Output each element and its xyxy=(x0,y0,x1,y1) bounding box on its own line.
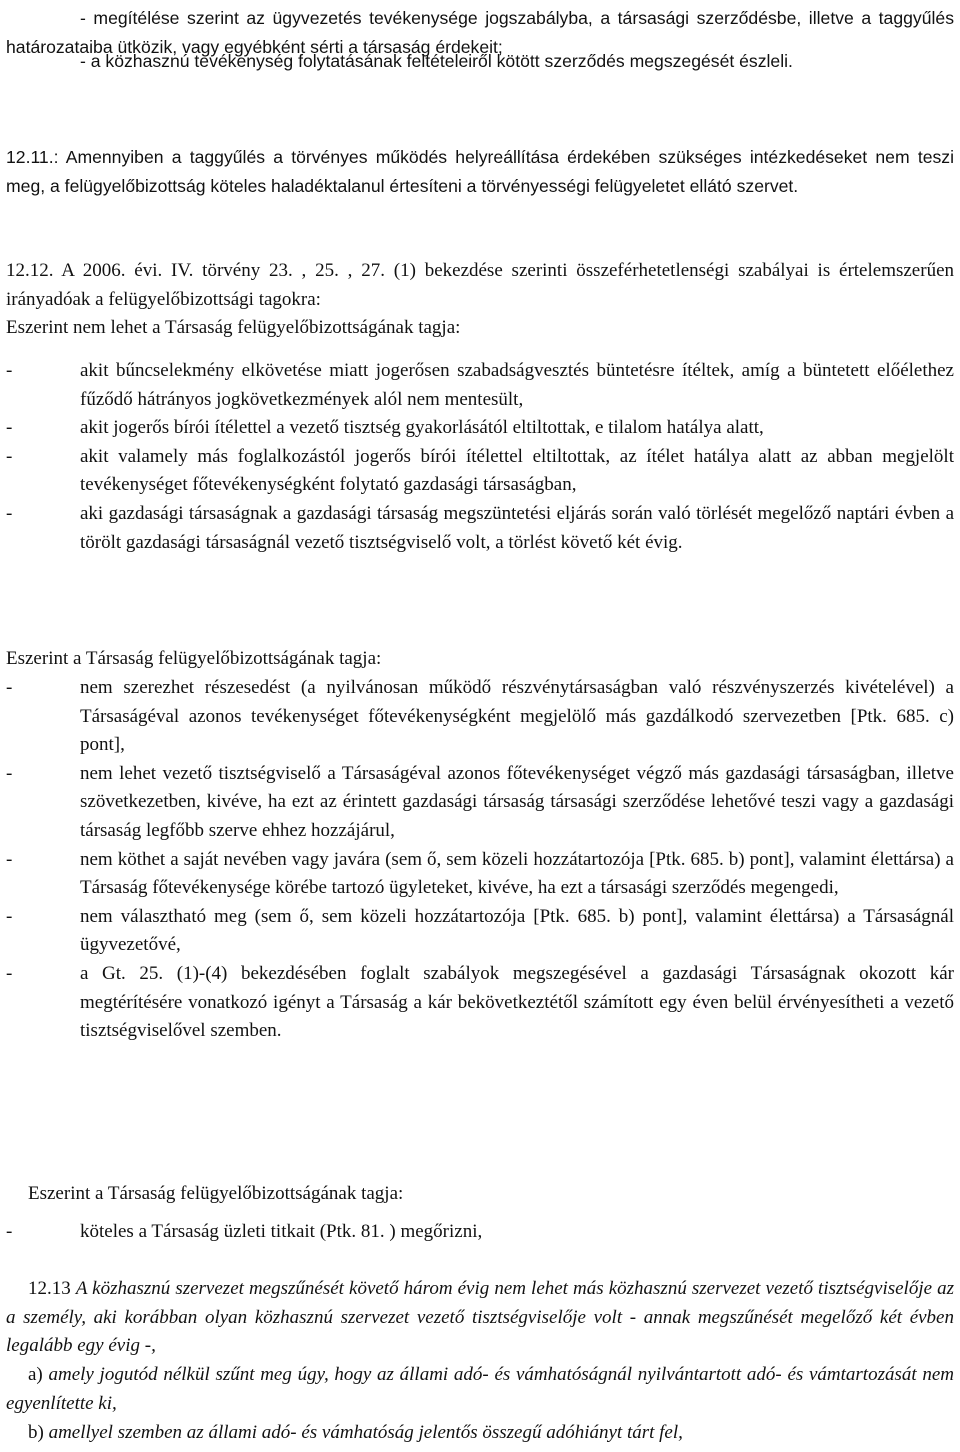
list-item: - köteles a Társaság üzleti titkait (Ptk. 81. ) megőrizni, xyxy=(6,1221,483,1242)
list-item: - aki gazdasági társaságnak a gazdasági társaság megszüntetési eljárás során való törlését megelőző naptári évben a törölt gazdasági társaságnál vezető tisztségviselő volt, a törlést követő két évig. xyxy=(6,502,954,553)
item-a-text: amely jogutód nélkül szűnt meg úgy, hogy az állami adó- és vámhatóságnál nyilvántartott adó- és vámtartozását nem egyenlítette ki, xyxy=(6,1364,955,1414)
section-12-13-number: 12.13 xyxy=(28,1278,71,1299)
section-3-lead: Eszerint a Társaság felügyelőbizottságának tagja: xyxy=(28,1183,404,1204)
ineligibility-list xyxy=(6,357,954,557)
section-12-12-lead: Eszerint nem lehet a Társaság felügyelőbizottságának tagja: xyxy=(6,317,461,338)
intro-line-2: - a közhasznú tevékenység folytatásának feltételeiről kötött szerződés megszegését észleli. xyxy=(80,51,793,71)
intro-line-1: - megítélése szerint az ügyvezetés tevékenysége jogszabályba, a társasági szerződésbe, illetve a taggyűlés határozataiba ütközik, vagy egyébként sérti a társaság érdekeit; xyxy=(6,8,954,57)
obligations-list xyxy=(6,1218,954,1247)
item-b-label: b) xyxy=(28,1422,44,1443)
section-12-11: 12.11.: Amennyiben a taggyűlés a törvényes működés helyreállítása érdekében szükséges intézkedéseket nem teszi meg, a felügyelőbizottság köteles haladéktalanul értesíteni a törvényességi felügyeletet ellátó szervet. xyxy=(6,147,954,196)
section-12-13-a xyxy=(6,1361,954,1418)
list-item: - nem szerezhet részesedést (a nyilvánosan működő részvénytársaságban való részvényszerzés kivételével) a Társaságéval azonos tevékenységet főtevékenységként megjelölő más gazdálkodó szervezetben [Ptk. 685. c) pont], xyxy=(6,677,954,756)
list-item: - a Gt. 25. (1)-(4) bekezdésében foglalt szabályok megszegésével a gazdasági Társaságnak okozott kár megtérítésére vonatkozó igényt a Társaság a kár bekövetkeztétől számított egy éven belül érvényesítheti a vezető tisztségviselővel szemben. xyxy=(6,962,954,1042)
list-item: - akit valamely más foglalkozástól jogerős bírói ítélettel eltiltottak, az ítélet hatálya alatt az abban megjelölt tevékenységet főtevékenységként folytató gazdasági társaságban, xyxy=(6,445,954,496)
list-item: - nem választható meg (sem ő, sem közeli hozzátartozója [Ptk. 685. b) pont], valamint élettársa) a Társaságnál ügyvezetővé, xyxy=(6,905,954,956)
section-12-13 xyxy=(6,1275,954,1361)
section-12-12-text: 12.12. A 2006. évi. IV. törvény 23. , 25. , 27. (1) bekezdése szerinti összeférhetetlenségi szabályai is értelemszerűen irányadóak a felügyelőbizottsági tagokra: xyxy=(6,260,954,310)
list-item: - nem lehet vezető tisztségviselő a Társaságéval azonos főtevékenységet végző más gazdasági társaságban, illetve szövetkezetben, kivéve, ha ezt az érintett gazdasági társaság társasági szerződése lehetővé teszi vagy a gazdasági társaság legfőbb szerve ehhez hozzájárul, xyxy=(6,762,954,841)
item-a-label: a) xyxy=(28,1364,43,1385)
list-item: - akit jogerős bírói ítélettel a vezető tisztség gyakorlásától eltiltottak, e tilalom hatálya alatt, xyxy=(6,417,764,439)
section-12-13-text: A közhasznú szervezet megszűnését követő három évig nem lehet más közhasznú szervezet vezető tisztségviselője az a személy, aki korábban olyan közhasznú szervezet vezető tisztségviselője volt - annak megszűnését megelőző két évben legalább egy évig -, xyxy=(6,1278,954,1357)
list-item: - akit bűncselekmény elkövetése miatt jogerősen szabadságvesztés büntetésre ítéltek, amíg a büntetett előélethez fűződő hátrányos jogkövetkezmények alól nem mentesült, xyxy=(6,360,954,410)
list-item: - nem köthet a saját nevében vagy javára (sem ő, sem közeli hozzátartozója [Ptk. 685. b) pont], valamint élettársa) a Társaság főtevékenysége körébe tartozó ügyleteket, kivéve, ha ezt a társasági szerződés megengedi, xyxy=(6,848,954,899)
restrictions-list xyxy=(6,674,954,1046)
section-2-lead: Eszerint a Társaság felügyelőbizottságának tagja: xyxy=(6,648,382,669)
item-b-text: amellyel szemben az állami adó- és vámhatóság jelentős összegű adóhiányt tárt fel, xyxy=(48,1422,683,1443)
section-12-13-b xyxy=(6,1419,954,1448)
